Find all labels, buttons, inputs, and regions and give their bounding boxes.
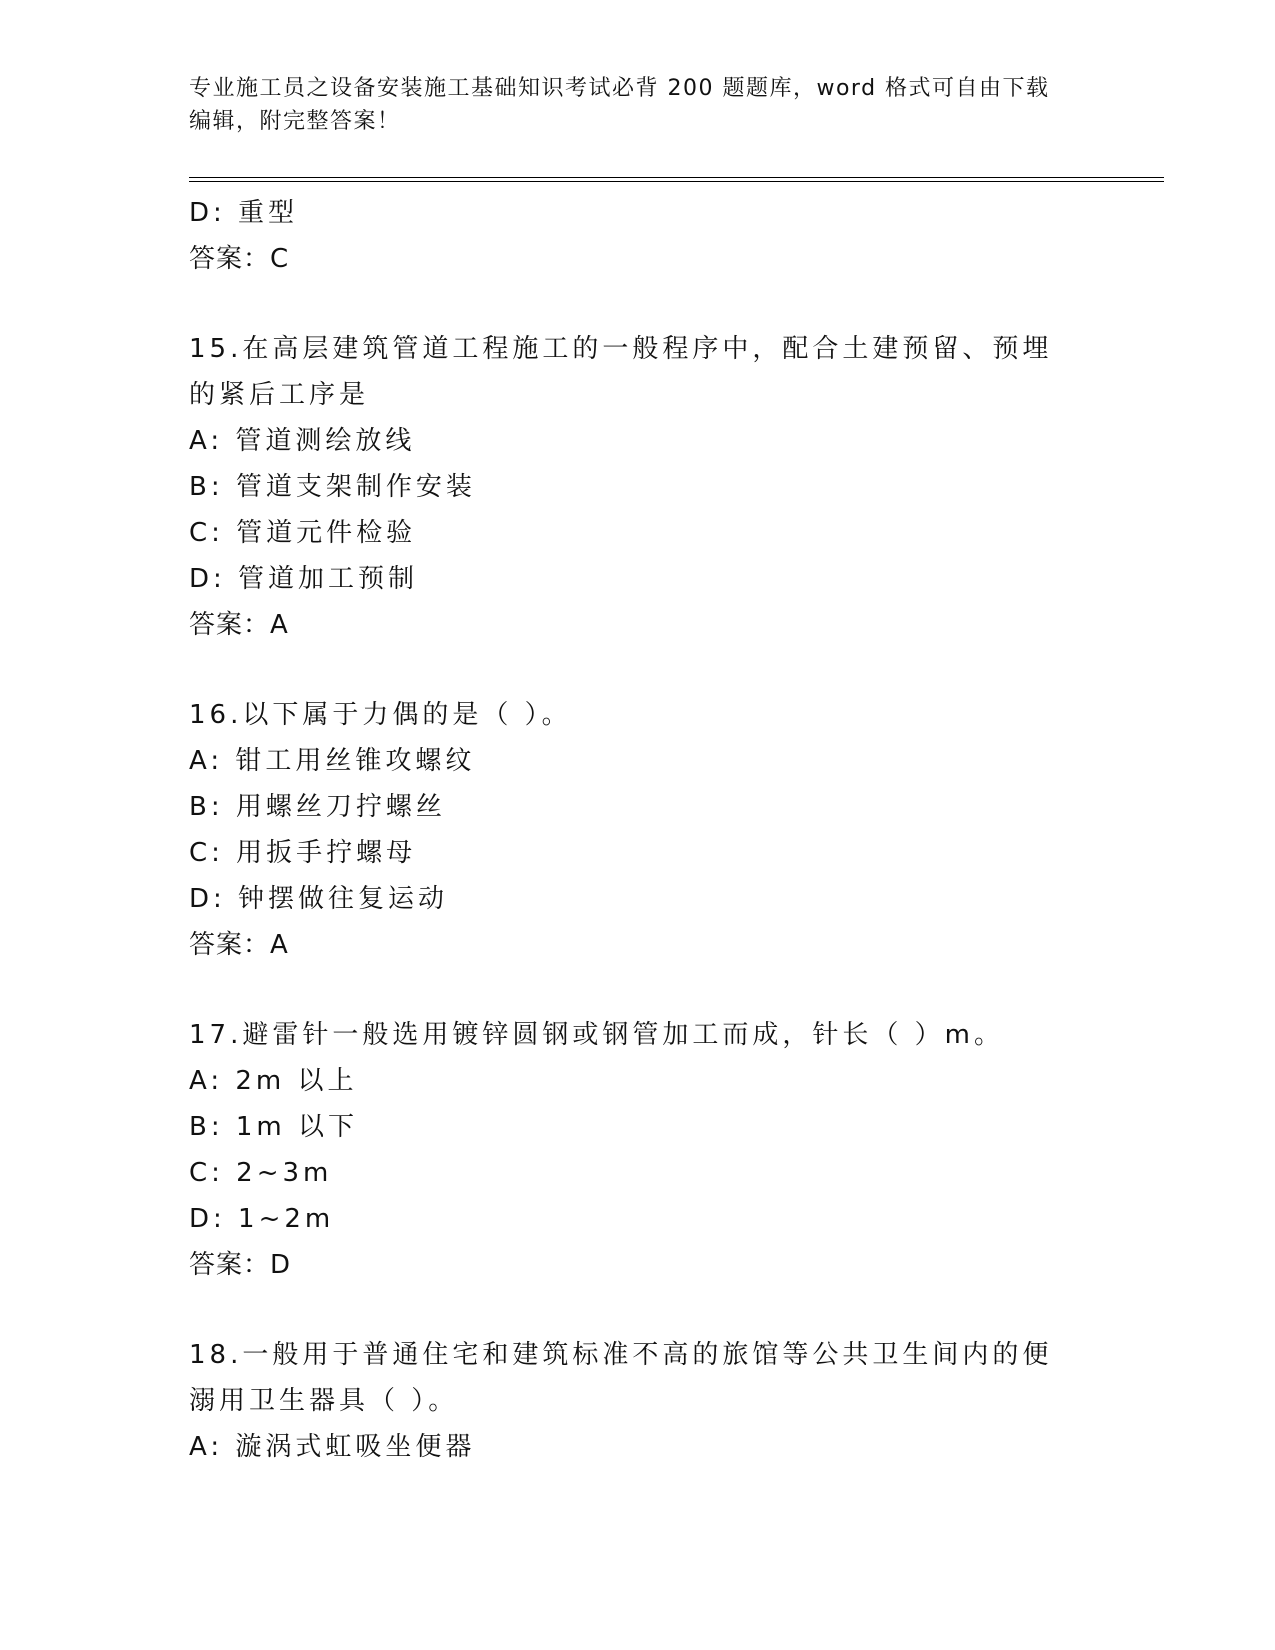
header-title-line-2: 编辑，附完整答案！ bbox=[189, 109, 401, 134]
option-c: C: 管道元件检验 bbox=[189, 518, 417, 548]
question-text: 17.避雷针一般选用镀锌圆钢或钢管加工而成，针长（ ）m。 bbox=[189, 1020, 1004, 1050]
answer: 答案：D bbox=[189, 1250, 292, 1280]
header-title-line-1: 专业施工员之设备安装施工基础知识考试必背 200 题题库，word 格式可自由下载 bbox=[189, 76, 1050, 101]
option-c: C: 用扳手拧螺母 bbox=[189, 838, 417, 868]
option-d: D: 钟摆做往复运动 bbox=[189, 884, 449, 914]
question-text: 16.以下属于力偶的是（ ）。 bbox=[189, 700, 572, 730]
answer: 答案：A bbox=[189, 930, 289, 960]
option-a: A: 漩涡式虹吸坐便器 bbox=[189, 1432, 476, 1462]
question-16 bbox=[189, 692, 1089, 968]
q14-answer: 答案：C bbox=[189, 244, 290, 274]
option-a: A: 钳工用丝锥攻螺纹 bbox=[189, 746, 476, 776]
question-text: 18.一般用于普通住宅和建筑标准不高的旅馆等公共卫生间内的便溺用卫生器具（ ）。 bbox=[189, 1340, 1053, 1416]
question-18 bbox=[189, 1332, 1089, 1470]
option-b: B: 用螺丝刀拧螺丝 bbox=[189, 792, 446, 822]
option-a: A: 管道测绘放线 bbox=[189, 426, 416, 456]
document-body bbox=[189, 190, 1089, 1470]
q14-option-d: D: 重型 bbox=[189, 198, 299, 228]
option-a: A: 2m 以上 bbox=[189, 1066, 358, 1096]
option-d: D: 1~2m bbox=[189, 1204, 335, 1234]
question-15 bbox=[189, 326, 1089, 648]
page-header bbox=[189, 72, 1089, 138]
question-text: 15.在高层建筑管道工程施工的一般程序中，配合土建预留、预埋的紧后工序是 bbox=[189, 334, 1053, 410]
option-b: B: 1m 以下 bbox=[189, 1112, 358, 1142]
answer: 答案：A bbox=[189, 610, 289, 640]
question-17 bbox=[189, 1012, 1089, 1288]
option-c: C: 2~3m bbox=[189, 1158, 333, 1188]
option-d: D: 管道加工预制 bbox=[189, 564, 419, 594]
header-divider bbox=[189, 177, 1164, 182]
option-b: B: 管道支架制作安装 bbox=[189, 472, 476, 502]
